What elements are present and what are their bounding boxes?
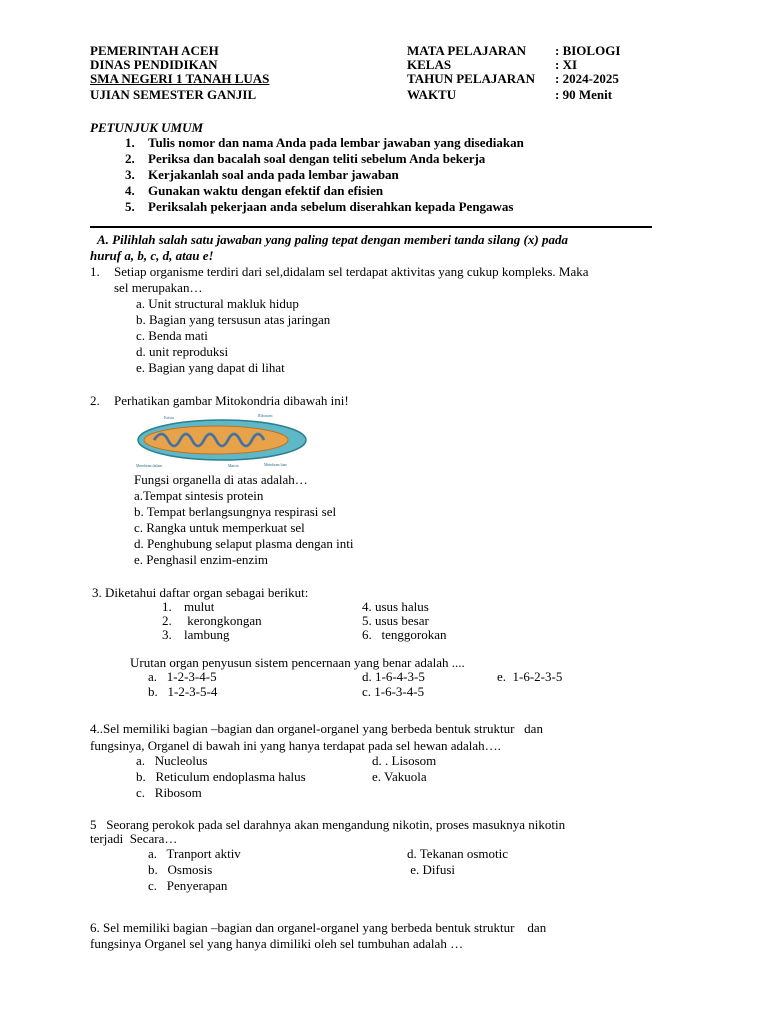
option-b[interactable]: b. Bagian yang tersusun atas jaringan bbox=[136, 312, 331, 327]
instruction-text: Periksalah pekerjaan anda sebelum diserahkan kepada Pengawas bbox=[148, 199, 514, 214]
option-e[interactable]: e. Penghasil enzim-enzim bbox=[134, 552, 268, 567]
section-a-instruction: A. Pilihlah salah satu jawaban yang paling tepat dengan memberi tanda silang (x) pada bbox=[97, 232, 568, 247]
option-d[interactable]: d. Tekanan osmotic bbox=[407, 846, 509, 861]
question-4-text-cont: fungsinya, Organel di bawah ini yang hanya terdapat pada sel hewan adalah…. bbox=[90, 738, 501, 753]
instruction-text: Periksa dan bacalah soal dengan teliti sebelum Anda bekerja bbox=[148, 151, 486, 166]
option-b[interactable]: b. Osmosis bbox=[148, 862, 213, 877]
organ-item: lambung bbox=[184, 627, 230, 642]
year-label: TAHUN PELAJARAN bbox=[407, 71, 535, 86]
option-d[interactable]: d. . Lisosom bbox=[372, 753, 437, 768]
figure-label-matrix: Matrix bbox=[228, 463, 239, 468]
instruction-text: Tulis nomor dan nama Anda pada lembar jawaban yang disediakan bbox=[148, 135, 524, 150]
question-1-text: Setiap organisme terdiri dari sel,didalam sel terdapat aktivitas yang cukup kompleks. Maka bbox=[114, 264, 589, 279]
question-4-text: 4..Sel memiliki bagian –bagian dan organel-organel yang berbeda bentuk struktur dan bbox=[90, 721, 543, 736]
option-b[interactable]: b. 1-2-3-5-4 bbox=[148, 684, 218, 699]
instruction-num: 4. bbox=[125, 183, 135, 198]
year-value: : 2024-2025 bbox=[555, 71, 619, 86]
figure-label-membran-luar: Membran luar bbox=[264, 462, 287, 467]
option-a[interactable]: a.Tempat sintesis protein bbox=[134, 488, 264, 503]
time-value: : 90 Menit bbox=[555, 87, 613, 102]
option-a[interactable]: a. Unit structural makluk hidup bbox=[136, 296, 299, 311]
option-a[interactable]: a. Nucleolus bbox=[136, 753, 208, 768]
section-a-instruction-cont: huruf a, b, c, d, atau e! bbox=[90, 248, 214, 263]
option-b[interactable]: b. Tempat berlangsungnya respirasi sel bbox=[134, 504, 337, 519]
instruction-text: Kerjakanlah soal anda pada lembar jawaban bbox=[148, 167, 399, 182]
school-name: SMA NEGERI 1 TANAH LUAS bbox=[90, 71, 270, 86]
option-d[interactable]: d. unit reproduksi bbox=[136, 344, 229, 359]
option-c[interactable]: c. Rangka untuk memperkuat sel bbox=[134, 520, 305, 535]
organ-item: kerongkongan bbox=[184, 613, 262, 628]
exam-title: UJIAN SEMESTER GANJIL bbox=[90, 87, 257, 102]
list-number: 1. bbox=[162, 599, 172, 614]
question-3-prompt: Urutan organ penyusun sistem pencernaan yang benar adalah .... bbox=[130, 655, 465, 670]
option-d[interactable]: d. 1-6-4-3-5 bbox=[362, 669, 425, 684]
organ-item: 6. tenggorokan bbox=[362, 627, 447, 642]
organ-item: 5. usus besar bbox=[362, 613, 429, 628]
class-label: KELAS bbox=[407, 57, 452, 72]
question-number: 1. bbox=[90, 264, 100, 279]
instruction-text: Gunakan waktu dengan efektif dan efisien bbox=[148, 183, 384, 198]
question-6-text-cont: fungsinya Organel sel yang hanya dimiliki oleh sel tumbuhan adalah … bbox=[90, 936, 464, 951]
organ-item: mulut bbox=[184, 599, 215, 614]
question-5-text-cont: terjadi Secara… bbox=[90, 831, 178, 846]
option-e[interactable]: e. Bagian yang dapat di lihat bbox=[136, 360, 285, 375]
option-a[interactable]: a. Tranport aktiv bbox=[148, 846, 241, 861]
class-value: : XI bbox=[555, 57, 578, 72]
option-c[interactable]: c. 1-6-3-4-5 bbox=[362, 684, 425, 699]
option-c[interactable]: c. Ribosom bbox=[136, 785, 202, 800]
question-2-text: Perhatikan gambar Mitokondria dibawah ini! bbox=[114, 393, 349, 408]
instruction-num: 1. bbox=[125, 135, 135, 150]
option-e[interactable]: e. Vakuola bbox=[372, 769, 427, 784]
divider-line bbox=[90, 226, 652, 228]
instruction-num: 3. bbox=[125, 167, 135, 182]
option-e[interactable]: e. Difusi bbox=[407, 862, 456, 877]
figure-label-membran-dalam: Membran dalam bbox=[136, 463, 163, 468]
header-left-2: DINAS PENDIDIKAN bbox=[90, 57, 218, 72]
question-6-text: 6. Sel memiliki bagian –bagian dan organel-organel yang berbeda bentuk struktur dan bbox=[90, 920, 547, 935]
time-label: WAKTU bbox=[407, 87, 457, 102]
question-2-prompt: Fungsi organella di atas adalah… bbox=[134, 472, 308, 487]
figure-label-ribosom: Ribosom bbox=[258, 413, 273, 418]
option-c[interactable]: c. Benda mati bbox=[136, 328, 208, 343]
list-number: 2. bbox=[162, 613, 172, 628]
list-number: 3. bbox=[162, 627, 172, 642]
option-b[interactable]: b. Reticulum endoplasma halus bbox=[136, 769, 306, 784]
question-3-text: 3. Diketahui daftar organ sebagai berikut: bbox=[92, 585, 309, 600]
figure-label-krista: Krista bbox=[164, 415, 174, 420]
question-number: 2. bbox=[90, 393, 100, 408]
instruction-num: 5. bbox=[125, 199, 135, 214]
question-1-text-cont: sel merupakan… bbox=[114, 280, 203, 295]
subject-label: MATA PELAJARAN bbox=[407, 43, 527, 58]
organ-item: 4. usus halus bbox=[362, 599, 429, 614]
mitochondria-illustration bbox=[134, 411, 312, 469]
option-e[interactable]: e. 1-6-2-3-5 bbox=[497, 669, 563, 684]
instructions-title: PETUNJUK UMUM bbox=[90, 120, 204, 135]
option-a[interactable]: a. 1-2-3-4-5 bbox=[148, 669, 217, 684]
instruction-num: 2. bbox=[125, 151, 135, 166]
option-c[interactable]: c. Penyerapan bbox=[148, 878, 228, 893]
header-left-1: PEMERINTAH ACEH bbox=[90, 43, 219, 58]
subject-value: : BIOLOGI bbox=[555, 43, 621, 58]
question-5-text: 5 Seorang perokok pada sel darahnya akan mengandung nikotin, proses masuknya nikotin bbox=[90, 817, 566, 832]
option-d[interactable]: d. Penghubung selaput plasma dengan inti bbox=[134, 536, 354, 551]
